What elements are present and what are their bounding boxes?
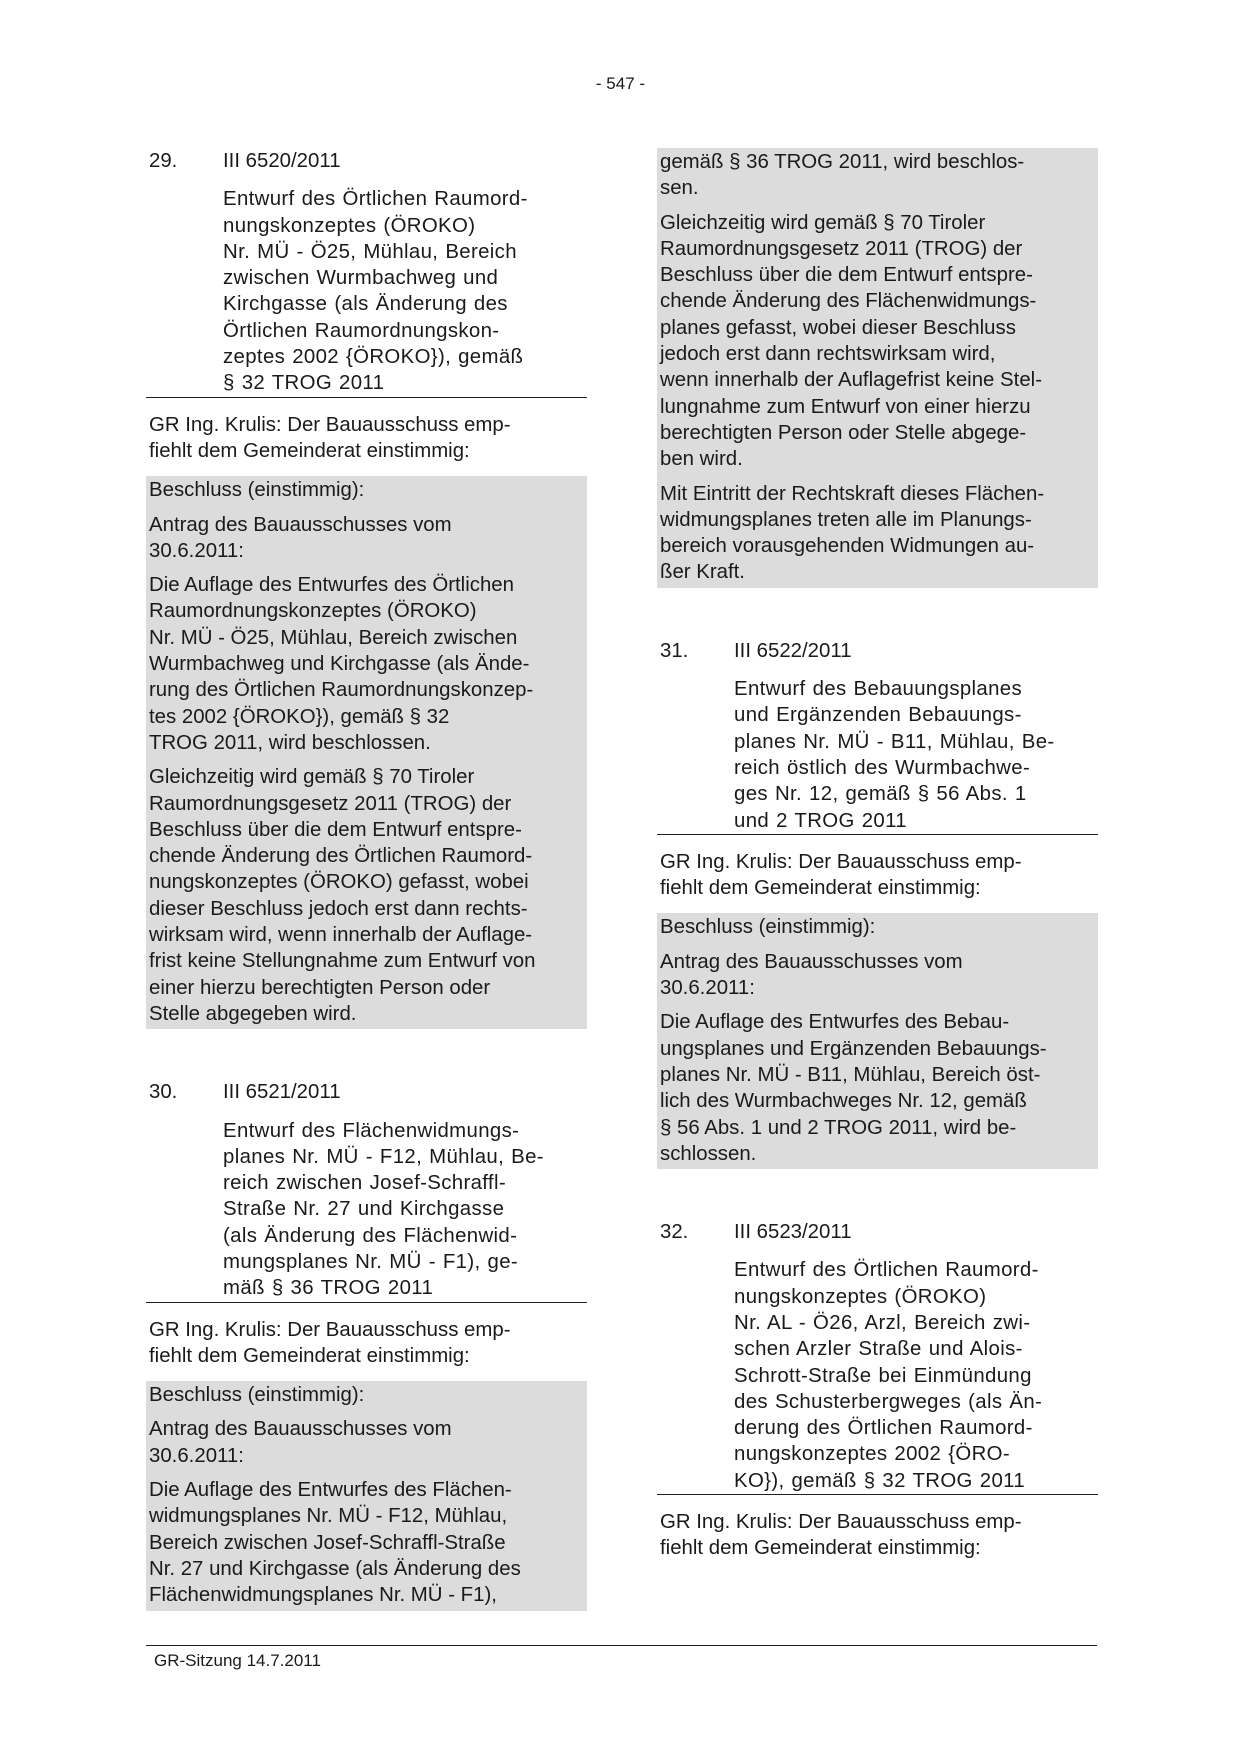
motion-text: Antrag des Bauausschusses vom 30.6.2011:	[660, 950, 963, 1000]
motion-text: Antrag des Bauausschusses vom 30.6.2011:	[149, 513, 452, 562]
left-column	[146, 148, 587, 1611]
resolution-text: Die Auflage des Entwurfes des Bebau- ungsplanes und Ergänzenden Bebauungs- planes Nr. MÜ - B11, Mühlau, Bereich öst- lich des Wurmbachweges Nr. 12, gemäß § 56 Abs. 1 und 2 TROG 2011, wird be- schlossen.	[660, 1011, 1047, 1165]
agenda-item-29	[146, 148, 587, 1029]
agenda-item-32	[657, 1219, 1098, 1562]
motion-text: Antrag des Bauausschusses vom 30.6.2011:	[149, 1418, 452, 1467]
resolution-label: Beschluss (einstimmig):	[149, 479, 365, 502]
resolution-text: Die Auflage des Entwurfes des Örtlichen Raumordnungskonzeptes (ÖROKO) Nr. MÜ - Ö25, Mühlau, Bereich zwischen Wurmbachweg und Kirchgasse (als Ände- rung des Örtlichen Raumordnungskonzep- tes 2002 {ÖROKO}), gemäß § 32 TROG 2011, wird beschlossen.	[149, 574, 534, 754]
footer-divider	[146, 1645, 1097, 1646]
item-title: Entwurf des Örtlichen Raumord- nungskonzeptes (ÖROKO) Nr. AL - Ö26, Arzl, Bereich zwi- schen Arzler Straße und Alois- Schrott-Straße bei Einmündung des Schusterbergweges (als Än- derung des Örtlichen Raumord- nungskonzeptes 2002 {ÖRO- KO}), gemäß § 32 TROG 2011	[734, 1259, 1043, 1492]
item-header	[657, 638, 1098, 664]
item-number: 31.	[660, 639, 689, 662]
item-reference: III 6520/2011	[223, 150, 341, 172]
agenda-item-31	[657, 638, 1098, 1169]
resolution-text: Mit Eintritt der Rechtskraft dieses Flächen- widmungsplanes treten alle im Planungs- bereich vorausgehenden Widmungen au- ßer Kraft.	[660, 482, 1045, 584]
item-number: 29.	[149, 150, 178, 172]
resolution-box-continued	[657, 148, 1098, 588]
item-title: Entwurf des Örtlichen Raumord- nungskonzeptes (ÖROKO) Nr. MÜ - Ö25, Mühlau, Bereich zwischen Wurmbachweg und Kirchgasse (als Änderung des Örtlichen Raumordnungskon- zeptes 2002 {ÖROKO}), gemäß § 32 TROG 2011	[223, 188, 528, 395]
page-number: - 547 -	[595, 74, 646, 93]
resolution-box	[657, 913, 1098, 1169]
item-title-block	[657, 1257, 1098, 1495]
resolution-box	[146, 476, 587, 1029]
resolution-text: gemäß § 36 TROG 2011, wird beschlos- sen.	[660, 151, 1025, 200]
committee-recommendation: GR Ing. Krulis: Der Bauausschuss emp- fiehlt dem Gemeinderat einstimmig:	[149, 413, 511, 462]
item-header	[146, 148, 587, 174]
resolution-text: Die Auflage des Entwurfes des Flächen- widmungsplanes Nr. MÜ - F12, Mühlau, Bereich zwischen Josef-Schraffl-Straße Nr. 27 und Kirchgasse (als Änderung des Flächenwidmungsplanes Nr. MÜ - F1),	[149, 1479, 521, 1607]
resolution-text: Gleichzeitig wird gemäß § 70 Tiroler Raumordnungsgesetz 2011 (TROG) der Beschluss über die dem Entwurf entspre- chende Änderung des Flächenwidmungs- planes gefasst, wobei dieser Beschluss jedoch erst dann rechtswirksam wird, wenn innerhalb der Auflagefrist keine Stel- lungnahme zum Entwurf von einer hierzu berechtigten Person oder Stelle abgege- ben wird.	[660, 211, 1042, 471]
item-reference: III 6521/2011	[223, 1081, 341, 1104]
item-number: 30.	[149, 1081, 178, 1104]
right-column	[657, 148, 1098, 1562]
item-title: Entwurf des Bebauungsplanes und Ergänzenden Bebauungs- planes Nr. MÜ - B11, Mühlau, Be- reich östlich des Wurmbachwe- ges Nr. 12, gemäß § 56 Abs. 1 und 2 TROG 2011	[734, 678, 1055, 832]
item-number: 32.	[660, 1221, 689, 1244]
item-title-block	[146, 1118, 587, 1303]
resolution-label: Beschluss (einstimmig):	[660, 916, 876, 939]
agenda-item-30	[146, 1079, 587, 1610]
resolution-box	[146, 1381, 587, 1610]
item-title-block	[146, 186, 587, 397]
item-header	[657, 1219, 1098, 1245]
committee-recommendation: GR Ing. Krulis: Der Bauausschuss emp- fiehlt dem Gemeinderat einstimmig:	[149, 1318, 511, 1367]
committee-recommendation: GR Ing. Krulis: Der Bauausschuss emp- fiehlt dem Gemeinderat einstimmig:	[660, 1511, 1022, 1560]
item-header	[146, 1079, 587, 1105]
committee-recommendation: GR Ing. Krulis: Der Bauausschuss emp- fiehlt dem Gemeinderat einstimmig:	[660, 850, 1022, 900]
item-title: Entwurf des Flächenwidmungs- planes Nr. MÜ - F12, Mühlau, Be- reich zwischen Josef-Schraffl- Straße Nr. 27 und Kirchgasse (als Änderung des Flächenwid- mungsplanes Nr. MÜ - F1), ge- mäß § 36 TROG 2011	[223, 1119, 544, 1300]
resolution-label: Beschluss (einstimmig):	[149, 1384, 365, 1407]
item-reference: III 6522/2011	[734, 639, 852, 662]
item-title-block	[657, 676, 1098, 835]
item-reference: III 6523/2011	[734, 1221, 852, 1244]
footer-text: GR-Sitzung 14.7.2011	[154, 1651, 321, 1670]
resolution-text: Gleichzeitig wird gemäß § 70 Tiroler Raumordnungsgesetz 2011 (TROG) der Beschluss über die dem Entwurf entspre- chende Änderung des Örtlichen Raumord- nungskonzeptes (ÖROKO) gefasst, wobei dieser Beschluss jedoch erst dann rechts- wirksam wird, wenn innerhalb der Auflage- frist keine Stellungnahme zum Entwurf von einer hierzu berechtigten Person oder Stelle abgegeben wird.	[149, 766, 536, 1025]
